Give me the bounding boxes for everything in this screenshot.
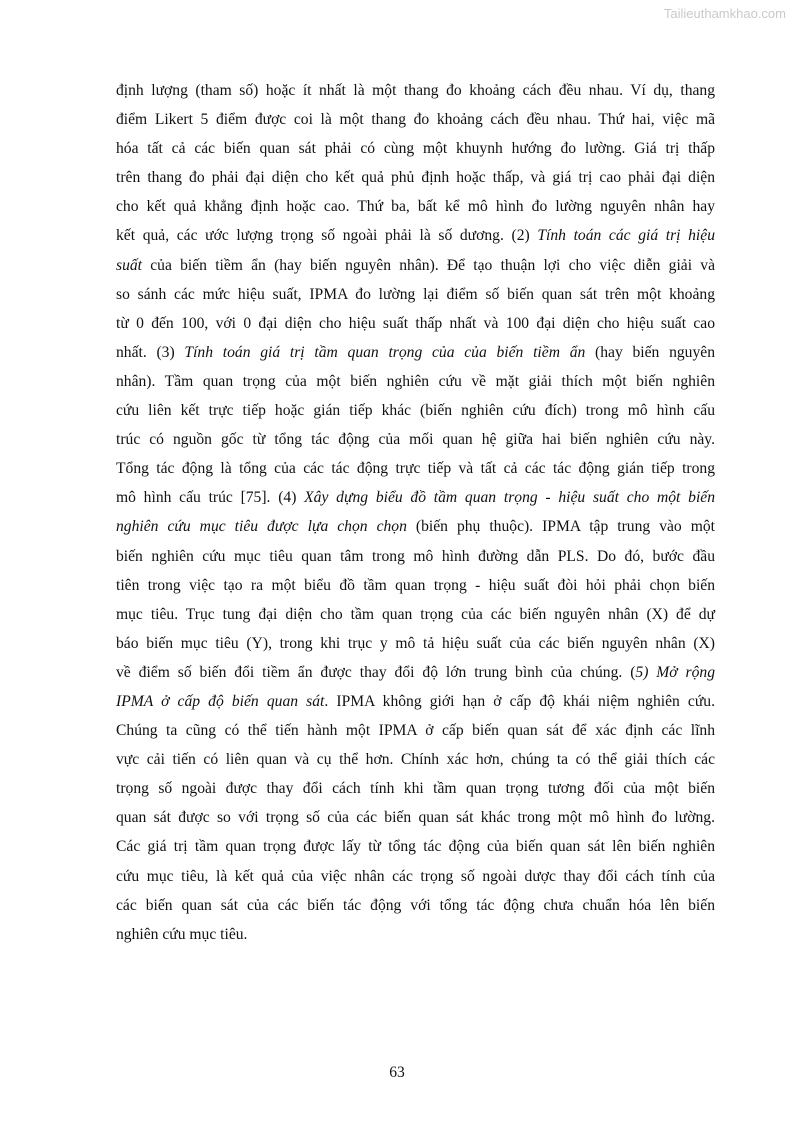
text-line: quan sát được so với trọng số của các biến quan sát khác trong một mô hình đo lường. <box>116 809 715 827</box>
text-line: định lượng (tham số) hoặc ít nhất là một thang đo khoảng cách đều nhau. Ví dụ, thang <box>116 82 715 99</box>
italic-heading-4: Xây dựng biểu đồ tầm quan trọng - hiệu suất cho một biến <box>304 489 715 507</box>
text-line: tiên trong việc tạo ra một biểu đồ tầm quan trọng - hiệu suất đòi hỏi phải chọn biến <box>116 576 715 594</box>
italic-heading-3: Tính toán giá trị tầm quan trọng của của biến tiềm ẩn <box>184 343 586 361</box>
text-line: Tổng tác động là tổng của các tác động trực tiếp và tất cả các tác động gián tiếp trong <box>116 460 715 478</box>
body-text <box>116 76 715 949</box>
text-line: nghiên cứu mục tiêu. <box>116 925 248 943</box>
text-run: về điểm số biến đổi tiềm ẩn được thay đổi độ lớn trung bình của chúng. ( <box>116 663 636 681</box>
text-line: cứu mục tiêu, là kết quả của việc nhân các trọng số ngoài dược thay đổi cách tính của <box>116 867 715 885</box>
text-line: cho kết quả khẳng định hoặc cao. Thứ ba, bất kể mô hình đo lường nguyên nhân hay <box>116 198 715 216</box>
text-line: Các giá trị tầm quan trọng được lấy từ tổng tác động của biến quan sát lên biến nghiên <box>116 838 715 856</box>
text-line: báo biến mục tiêu (Y), trong khi trục y mô tả hiệu suất của các biến nguyên nhân (X) <box>116 634 715 652</box>
italic-heading-2-end: suất <box>116 256 142 274</box>
text-run: kết quả, các ước lượng trọng số ngoài phải là số dương. (2) <box>116 227 538 245</box>
text-line: vực cải tiến có liên quan và cụ thể hơn. Chính xác hơn, chúng ta có thể giải thích các <box>116 751 715 769</box>
text-run: mô hình cấu trúc [75]. (4) <box>116 489 305 507</box>
text-run: của biến tiềm ẩn (hay biến nguyên nhân). Để tạo thuận lợi cho việc diễn giải và <box>142 256 715 274</box>
text-line <box>116 658 715 687</box>
text-line: các biến quan sát của các biến tác động với tổng tác động chưa chuẩn hóa lên biến <box>116 896 715 914</box>
watermark: Tailieuthamkhao.com <box>663 6 786 21</box>
text-line <box>116 512 715 541</box>
text-line: trọng số ngoài được thay đổi cách tính khi tầm quan trọng tương đối của một biến <box>116 780 715 798</box>
text-line: điểm Likert 5 điểm được coi là một thang đo khoảng cách đều nhau. Thứ hai, việc mã <box>116 111 715 129</box>
italic-heading-2: Tính toán các giá trị hiệu <box>537 227 715 245</box>
text-run: (biến phụ thuộc). IPMA tập trung vào một <box>406 518 715 536</box>
text-line: trên thang đo phải đại diện cho kết quả phủ định hoặc thấp, và giá trị cao phải đại diện <box>116 169 715 187</box>
text-line: mục tiêu. Trục tung đại diện cho tầm quan trọng của các biến nguyên nhân (X) để dự <box>116 605 715 623</box>
text-line: trúc có nguồn gốc từ tổng tác động của mối quan hệ giữa hai biến nghiên cứu này. <box>116 431 715 449</box>
italic-heading-5: 5) Mở rộng <box>635 663 715 681</box>
text-line <box>116 251 715 280</box>
text-line: nhân). Tầm quan trọng của một biến nghiên cứu về mặt giải thích một biến nghiên <box>116 372 715 390</box>
text-run: (hay biến nguyên <box>585 343 715 361</box>
text-line <box>116 687 715 716</box>
italic-heading-5-end: IPMA ở cấp độ biến quan sát <box>116 692 325 710</box>
text-line <box>116 221 715 250</box>
text-line: Chúng ta cũng có thể tiến hành một IPMA ở cấp biến quan sát để xác định các lĩnh <box>116 722 715 740</box>
text-line: cứu liên kết trực tiếp hoặc gián tiếp khác (biến nghiên cứu đích) trong mô hình cấu <box>116 402 715 420</box>
text-line: biến nghiên cứu mục tiêu quan tâm trong mô hình đường dẫn PLS. Do đó, bước đầu <box>116 547 715 565</box>
text-line <box>116 483 715 512</box>
text-line <box>116 338 715 367</box>
text-line: hóa tất cả các biến quan sát phải có cùng một khuynh hướng đo lường. Giá trị thấp <box>116 140 715 158</box>
italic-heading-4-end: nghiên cứu mục tiêu được lựa chọn chọn <box>116 518 407 536</box>
text-run: . IPMA không giới hạn ở cấp độ khái niệm nghiên cứu. <box>324 692 715 710</box>
text-line: so sánh các mức hiệu suất, IPMA đo lường lại điểm số biến quan sát trên một khoảng <box>116 285 715 303</box>
page-number: 63 <box>389 1064 405 1081</box>
text-line: từ 0 đến 100, với 0 đại diện cho hiệu suất thấp nhất và 100 đại diện cho hiệu suất cao <box>116 314 715 332</box>
text-run: nhất. (3) <box>116 343 185 361</box>
